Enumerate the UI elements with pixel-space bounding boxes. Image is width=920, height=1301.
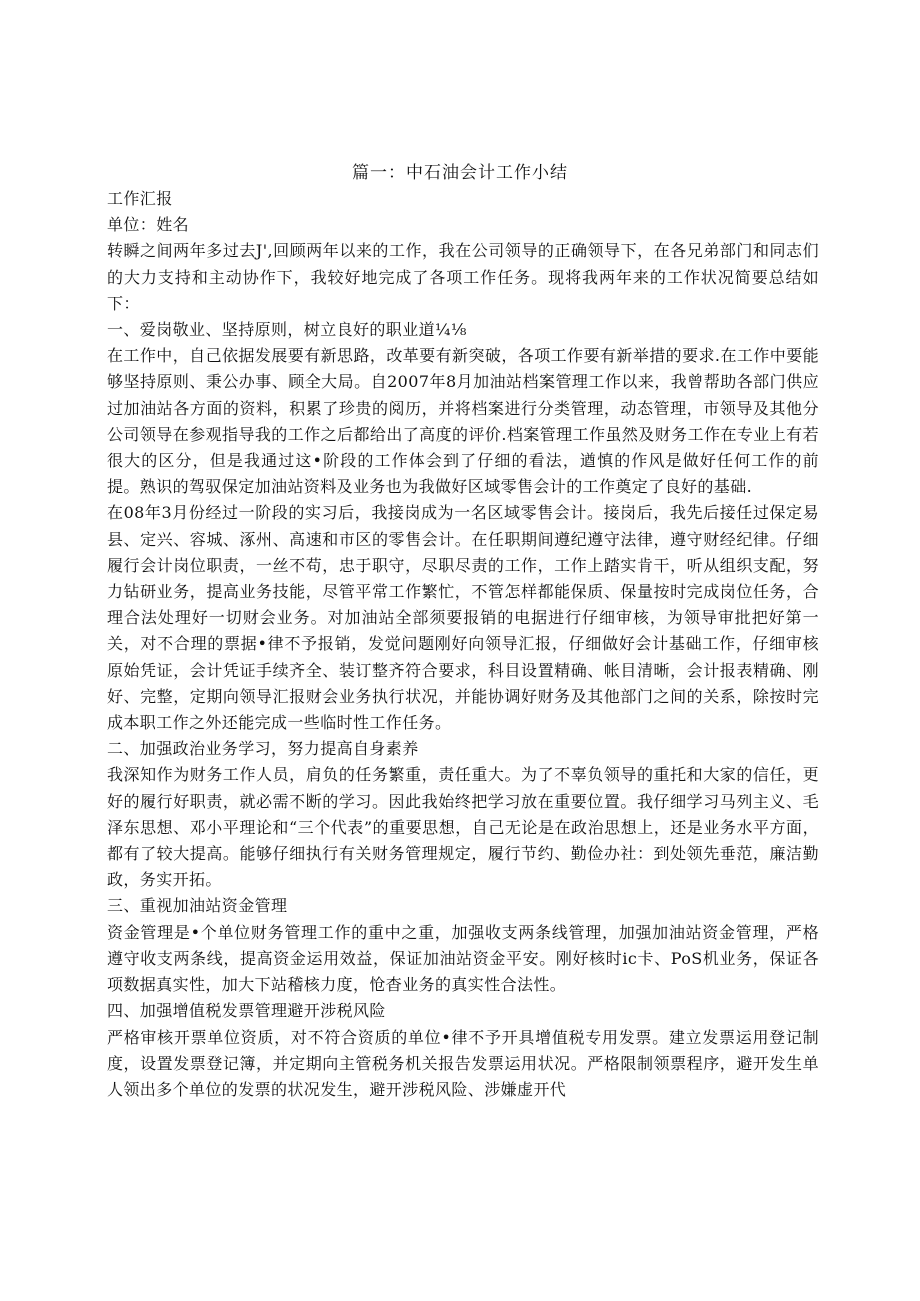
body-paragraph: 在08年3月份经过一阶段的实习后，我接岗成为一名区域零售会计。接岗后，我先后接任过保定易县、定兴、容城、涿州、高速和市区的零售会计。在任职期间遵纪遵守法律，遵守财经纪律。仔细履行会计岗位职责，一丝不苟，忠于职守，尽职尽责的工作，工作上踏实肯干，听从组织支配，努力钻研业务，提高业务技能，尽管平常工作繁忙，不管怎样都能保质、保量按时完成岗位任务，合理合法处理好一切财会业务。对加油站全部须要报销的电据进行仔细审核，为领导审批把好第一关，对不合理的票据•律不予报销，发觉问题刚好向领导汇报，仔细做好会计基础工作，仔细审核原始凭证，会计凭证手续齐全、装订整齐符合要求，科目设置精确、帐目清晰，会计报表精确、刚好、完整，定期向领导汇报财会业务执行状况，并能协调好财务及其他部门之间的关系，除按时完成本职工作之外还能完成一些临时性工作任务。	[107, 503, 819, 733]
body-paragraph: 我深知作为财务工作人员，肩负的任务繁重，责任重大。为了不辜负领导的重托和大家的信任，更好的履行好职责，就必需不断的学习。因此我始终把学习放在重要位置。我仔细学习马列主义、毛泽东思想、邓小平理论和“三个代表”的重要思想，自己无论是在政治思想上，还是业务水平方面，都有了较大提高。能够仔细执行有关财务管理规定，履行节约、勤俭办社：到处领先垂范，廉洁勤政，务实开拓。	[107, 765, 819, 890]
document-body	[107, 186, 819, 1103]
body-paragraph: 严格审核开票单位资质，对不符合资质的单位•律不予开具增值税专用发票。建立发票运用登记制度，设置发票登记簿，并定期向主管税务机关报告发票运用状况。严格限制领票程序，避开发生单人领出多个单位的发票的状况发生，避开涉税风险、涉嫌虚开代	[107, 1027, 819, 1099]
section-heading-2: 二、加强政治业务学习，努力提高自身素养	[107, 739, 419, 759]
document-title: 篇一：中石油会计工作小结	[352, 163, 568, 183]
report-label: 工作汇报	[107, 189, 173, 208]
section-heading-4: 四、加强增值税发票管理避开涉税风险	[107, 1001, 386, 1021]
section-heading-3: 三、重视加油站资金管理	[107, 896, 288, 916]
unit-name-line: 单位：姓名	[107, 215, 190, 235]
section-heading-1: 一、爱岗敬业、坚持原则，树立良好的职业道¼⅛	[107, 320, 467, 340]
body-paragraph: 资金管理是•个单位财务管理工作的重中之重，加强收支两条线管理，加强加油站资金管理，严格遵守收支两条线，提高资金运用效益，保证加油站资金平安。刚好核时ic卡、PoS机业务，保证各项数据真实性，加大下站稽核力度，怆杳业务的真实性合法性。	[107, 922, 819, 995]
body-paragraph: 在工作中，自己依据发展要有新思路，改革要有新突破，各项工作要有新举措的要求.在工作中要能够坚持原则、秉公办事、顾全大局。自2007年8月加油站档案管理工作以来，我曾帮助各部门供应过加油站各方面的资料，积累了珍贵的阅历，并将档案进行分类管理，动态管理，市领导及其他分公司领导在参观指导我的工作之后都给出了高度的评价.档案管理工作虽然及财务工作在专业上有若很大的区分，但是我通过这•阶段的工作体会到了仔细的看法，遒慎的作风是做好任何工作的前提。熟识的驾驭保定加油站资料及业务也为我做好区域零售会计的工作奠定了良好的基础.	[107, 346, 819, 497]
intro-paragraph: 转瞬之间两年多过去J',回顾两年以来的工作，我在公司领导的正确领导下，在各兄弟部门和同志们的大力支持和主动协作下，我较好地完成了各项工作任务。现将我两年来的工作状况简要总结如下：	[107, 241, 819, 313]
